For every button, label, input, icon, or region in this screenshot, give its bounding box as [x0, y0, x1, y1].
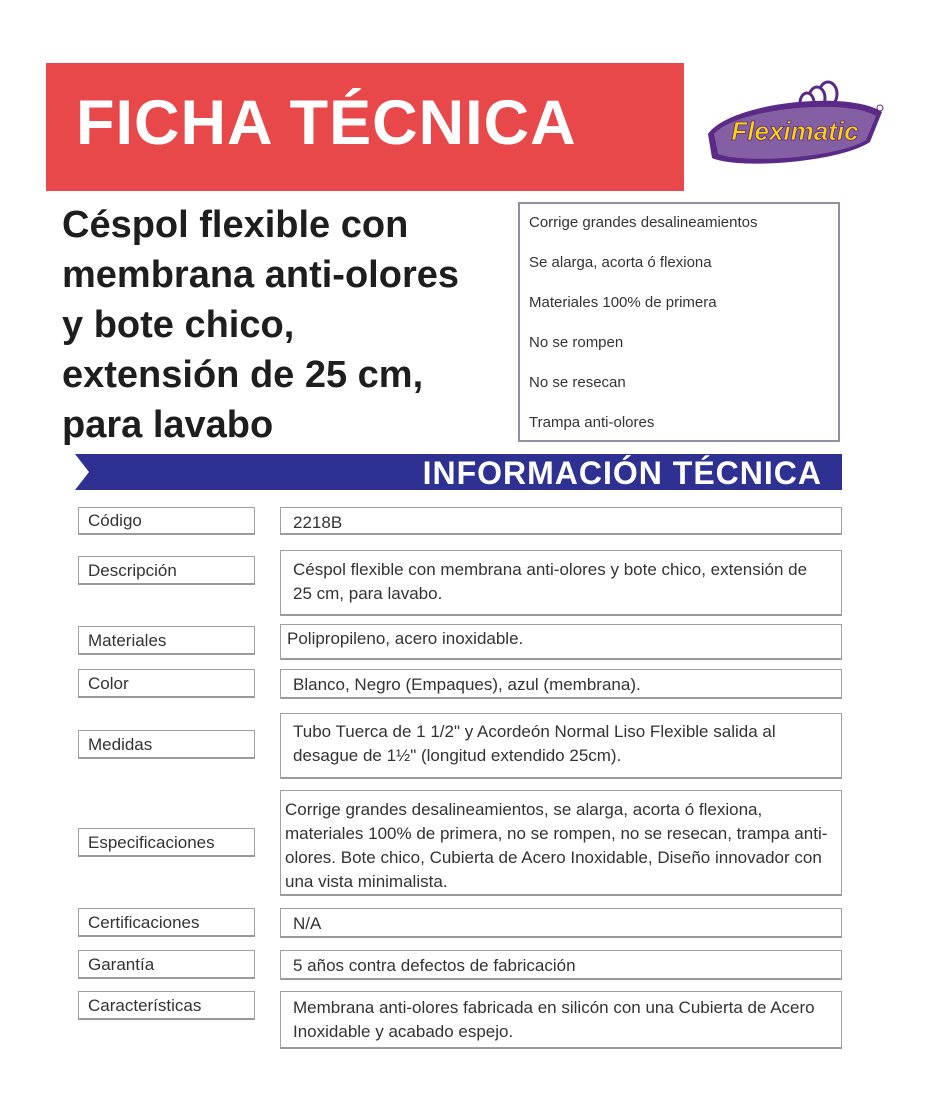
spec-value: Blanco, Negro (Empaques), azul (membrana).	[280, 669, 842, 699]
feature-item: No se rompen	[529, 334, 624, 351]
spec-value: Corrige grandes desalineamientos, se alarga, acorta ó flexiona, materiales 100% de primera, no se rompen, no se resecan, trampa anti-olores. Bote chico, Cubierta de Acero Inoxidable, Diseño innovador con una vista minimalista.	[280, 790, 842, 896]
spec-value: 2218B	[280, 507, 842, 535]
product-title-line: membrana anti-olores	[62, 254, 459, 296]
info-title: INFORMACIÓN TÉCNICA	[422, 455, 822, 491]
product-title-line: y bote chico,	[62, 304, 295, 346]
feature-item: Se alarga, acorta ó flexiona	[529, 254, 712, 271]
product-title-line: Céspol flexible con	[62, 204, 409, 246]
features-box	[518, 202, 840, 442]
spec-value: Tubo Tuerca de 1 1/2" y Acordeón Normal Liso Flexible salida al desague de 1½" (longitud extendido 25cm).	[280, 713, 842, 779]
spec-label: Materiales	[78, 626, 255, 655]
title-banner	[46, 63, 684, 191]
fleximatic-logo	[700, 72, 890, 182]
page-title: FICHA TÉCNICA	[76, 88, 577, 158]
spec-label: Certificaciones	[78, 908, 255, 937]
product-title-line: extensión de 25 cm,	[62, 354, 424, 396]
spec-label: Garantía	[78, 950, 255, 979]
spec-label: Especificaciones	[78, 828, 255, 857]
spec-label: Código	[78, 507, 255, 535]
spec-label: Medidas	[78, 730, 255, 759]
spec-value: Polipropileno, acero inoxidable.	[280, 624, 842, 660]
spec-value: Céspol flexible con membrana anti-olores y bote chico, extensión de 25 cm, para lavabo.	[280, 550, 842, 616]
product-title	[62, 200, 512, 450]
feature-item: Corrige grandes desalineamientos	[529, 214, 758, 231]
logo-wordmark: Fleximatic	[731, 116, 859, 146]
feature-item: Trampa anti-olores	[529, 414, 655, 431]
spec-value: 5 años contra defectos de fabricación	[280, 950, 842, 980]
spec-label: Color	[78, 669, 255, 698]
product-title-line: para lavabo	[62, 404, 274, 446]
spec-label: Descripción	[78, 556, 255, 585]
feature-item: No se resecan	[529, 374, 626, 391]
feature-item: Materiales 100% de primera	[529, 294, 717, 311]
spec-label: Características	[78, 991, 255, 1020]
info-band	[75, 454, 842, 490]
spec-value: Membrana anti-olores fabricada en silicón con una Cubierta de Acero Inoxidable y acabado espejo.	[280, 991, 842, 1049]
spec-value: N/A	[280, 908, 842, 938]
